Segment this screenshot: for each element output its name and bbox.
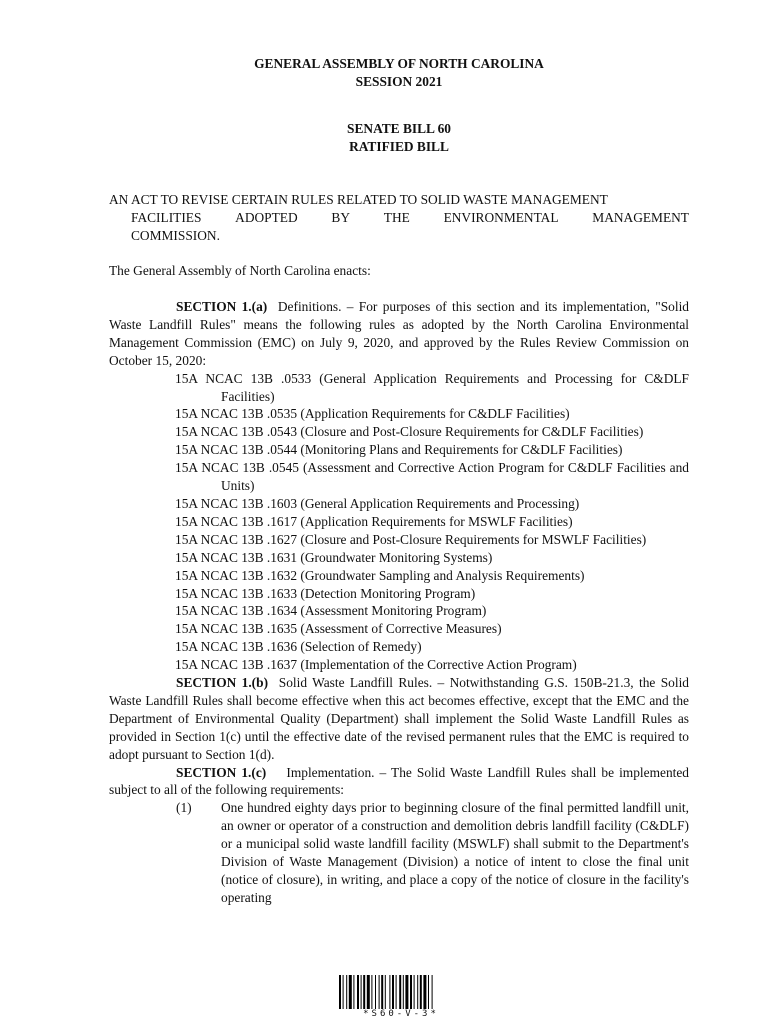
section-1b: [109, 674, 689, 764]
bill-header: [109, 120, 689, 156]
list-item: 15A NCAC 13B .1633 (Detection Monitoring Program): [175, 585, 476, 601]
section-1c: [109, 764, 689, 800]
list-item: 15A NCAC 13B .1637 (Implementation of the Corrective Action Program): [175, 657, 577, 673]
list-item: 15A NCAC 13B .0533 (General Application Requirements and Processing for C&DLF Facilities): [175, 370, 689, 404]
act-title-line-2: FACILITIES ADOPTED BY THE ENVIRONMENTAL MANAGEMENT: [131, 209, 689, 225]
item-number: (1): [176, 800, 192, 816]
section-1c-label: SECTION 1.(c): [176, 764, 267, 780]
list-item: 15A NCAC 13B .1634 (Assessment Monitoring Program): [175, 603, 487, 619]
list-item: 15A NCAC 13B .0535 (Application Requirements for C&DLF Facilities): [175, 406, 570, 422]
bill-body: [109, 298, 689, 907]
list-item: 15A NCAC 13B .0545 (Assessment and Corrective Action Program for C&DLF Facilities and Units): [175, 460, 689, 494]
section-1a: [109, 298, 689, 370]
barcode-image: [339, 975, 463, 1009]
list-item: 15A NCAC 13B .1627 (Closure and Post-Closure Requirements for MSWLF Facilities): [175, 531, 647, 547]
item-text: One hundred eighty days prior to beginning closure of the final permitted landfill unit, an owner or operator of a construction and demolition debris landfill facility (C&DLF) or a municipal solid waste landfill facility (MSWLF) shall submit to the Department's Division of Waste Management (Division) a notice of intent to close the final unit (notice of closure), in writing, and place a copy of the notice of closure in the facility's operating: [221, 800, 689, 905]
enacting-clause: The General Assembly of North Carolina enacts:: [109, 263, 371, 278]
section-1c-text: Implementation. – The Solid Waste Landfill Rules shall be implemented subject to all of the following requirements:: [109, 764, 689, 798]
section-1a-text: Definitions. – For purposes of this section and its implementation, "Solid Waste Landfill Rules" means the following rules as adopted by the North Carolina Environmental Management Commission (EMC) on July 9, 2020, and approved by the Rules Review Commission on October 15, 2020:: [109, 299, 689, 368]
bill-number: SENATE BILL 60: [347, 121, 451, 136]
act-title-line-1: AN ACT TO REVISE CERTAIN RULES RELATED TO SOLID WASTE MANAGEMENT: [109, 192, 608, 207]
list-item: 15A NCAC 13B .1635 (Assessment of Corrective Measures): [175, 621, 502, 637]
barcode-text: *S60-V-3*: [363, 1009, 439, 1019]
rules-list: [109, 370, 689, 674]
assembly-name: GENERAL ASSEMBLY OF NORTH CAROLINA: [254, 56, 544, 71]
bill-status: RATIFIED BILL: [349, 138, 449, 154]
section-1b-text: Solid Waste Landfill Rules. – Notwithstanding G.S. 150B-21.3, the Solid Waste Landfill Rules shall become effective when this act becomes effective, except that the EMC and the Department of Environmental Quality (Department) shall implement the Solid Waste Landfill Rules as provided in Section 1(c) until the effective date of the revised permanent rules that the EMC is required to adopt pursuant to Section 1(d).: [109, 675, 689, 762]
document-header: [109, 55, 689, 91]
list-item: 15A NCAC 13B .0543 (Closure and Post-Closure Requirements for C&DLF Facilities): [175, 424, 644, 440]
requirement-item-1: [109, 799, 689, 906]
list-item: 15A NCAC 13B .0544 (Monitoring Plans and Requirements for C&DLF Facilities): [175, 442, 623, 458]
list-item: 15A NCAC 13B .1632 (Groundwater Sampling and Analysis Requirements): [175, 567, 585, 583]
act-title: [109, 191, 689, 245]
section-1b-label: SECTION 1.(b): [176, 675, 269, 691]
section-1a-label: SECTION 1.(a): [176, 299, 268, 314]
list-item: 15A NCAC 13B .1617 (Application Requirements for MSWLF Facilities): [175, 513, 573, 529]
act-title-rest: [109, 209, 689, 245]
list-item: 15A NCAC 13B .1631 (Groundwater Monitoring Systems): [175, 549, 493, 565]
session: SESSION 2021: [355, 73, 443, 89]
list-item: 15A NCAC 13B .1603 (General Application Requirements and Processing): [175, 495, 580, 511]
list-item: 15A NCAC 13B .1636 (Selection of Remedy): [175, 639, 422, 655]
act-title-line-3: COMMISSION.: [131, 227, 220, 243]
